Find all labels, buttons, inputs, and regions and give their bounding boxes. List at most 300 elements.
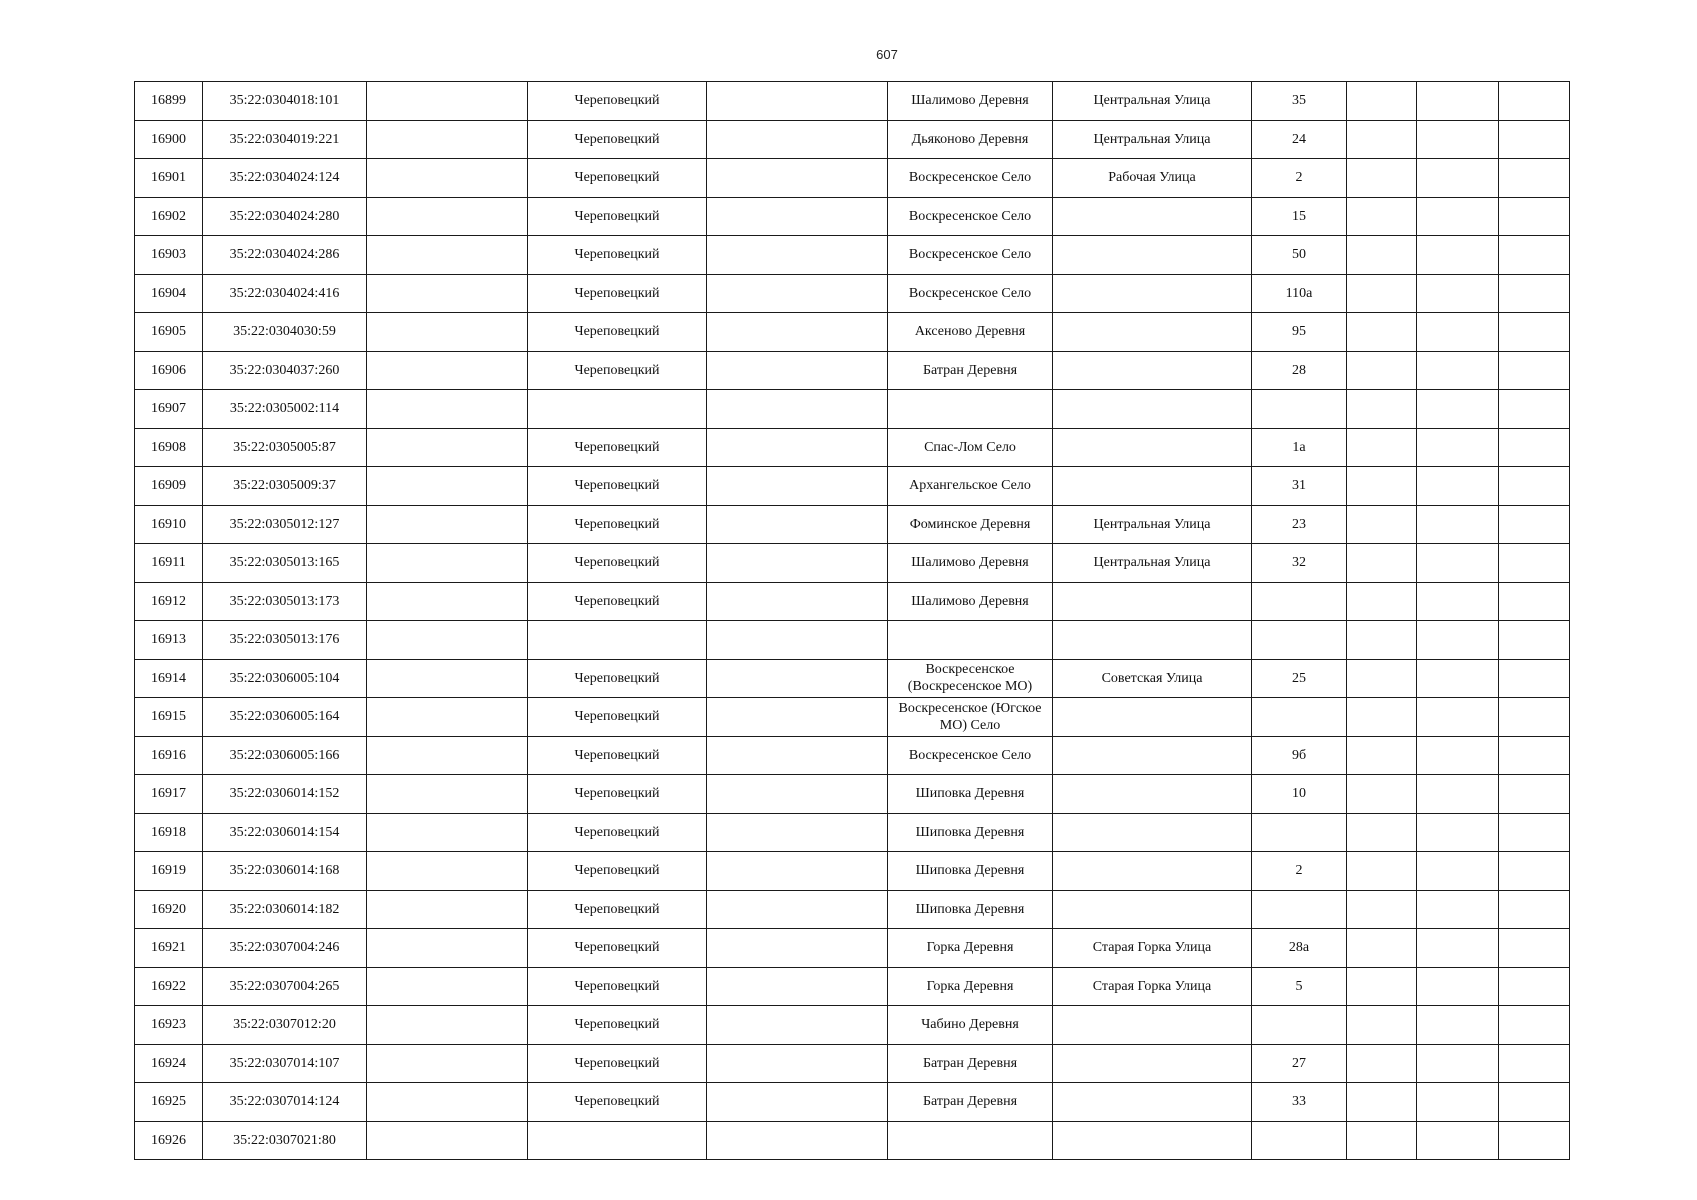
record-number-cell: 16925 bbox=[135, 1083, 203, 1122]
column-5-cell bbox=[707, 929, 888, 968]
column-3-cell bbox=[367, 467, 528, 506]
column-5-cell bbox=[707, 236, 888, 275]
record-number-cell: 16918 bbox=[135, 813, 203, 852]
column-11-cell bbox=[1499, 159, 1570, 198]
column-10-cell bbox=[1417, 929, 1499, 968]
street-cell: Центральная Улица bbox=[1053, 505, 1252, 544]
column-10-cell bbox=[1417, 621, 1499, 660]
column-10-cell bbox=[1417, 82, 1499, 121]
locality-cell: Архангельское Село bbox=[888, 467, 1053, 506]
column-3-cell bbox=[367, 852, 528, 891]
column-11-cell bbox=[1499, 120, 1570, 159]
district-cell: Череповецкий bbox=[528, 890, 707, 929]
column-3-cell bbox=[367, 929, 528, 968]
table-row bbox=[135, 1044, 1570, 1083]
column-9-cell bbox=[1347, 313, 1417, 352]
street-cell bbox=[1053, 852, 1252, 891]
street-cell bbox=[1053, 1006, 1252, 1045]
street-cell bbox=[1053, 582, 1252, 621]
locality-cell: Горка Деревня bbox=[888, 967, 1053, 1006]
locality-cell: Батран Деревня bbox=[888, 1083, 1053, 1122]
record-number-cell: 16899 bbox=[135, 82, 203, 121]
locality-cell: Шиповка Деревня bbox=[888, 852, 1053, 891]
column-11-cell bbox=[1499, 890, 1570, 929]
locality-cell: Воскресенское Село bbox=[888, 159, 1053, 198]
district-cell: Череповецкий bbox=[528, 313, 707, 352]
table-row bbox=[135, 313, 1570, 352]
street-cell bbox=[1053, 351, 1252, 390]
column-5-cell bbox=[707, 390, 888, 429]
column-10-cell bbox=[1417, 582, 1499, 621]
column-9-cell bbox=[1347, 736, 1417, 775]
street-cell bbox=[1053, 1083, 1252, 1122]
record-number-cell: 16926 bbox=[135, 1121, 203, 1160]
cadastral-number-cell: 35:22:0306005:164 bbox=[203, 698, 367, 737]
record-number-cell: 16914 bbox=[135, 659, 203, 698]
column-5-cell bbox=[707, 813, 888, 852]
column-10-cell bbox=[1417, 505, 1499, 544]
house-number-cell: 15 bbox=[1252, 197, 1347, 236]
locality-cell: Горка Деревня bbox=[888, 929, 1053, 968]
column-10-cell bbox=[1417, 428, 1499, 467]
record-number-cell: 16917 bbox=[135, 775, 203, 814]
cadastral-number-cell: 35:22:0307014:124 bbox=[203, 1083, 367, 1122]
column-3-cell bbox=[367, 1121, 528, 1160]
column-10-cell bbox=[1417, 1083, 1499, 1122]
district-cell: Череповецкий bbox=[528, 582, 707, 621]
district-cell: Череповецкий bbox=[528, 736, 707, 775]
column-3-cell bbox=[367, 736, 528, 775]
column-9-cell bbox=[1347, 82, 1417, 121]
street-cell bbox=[1053, 313, 1252, 352]
locality-cell: Шалимово Деревня bbox=[888, 582, 1053, 621]
record-number-cell: 16923 bbox=[135, 1006, 203, 1045]
house-number-cell: 2 bbox=[1252, 159, 1347, 198]
column-10-cell bbox=[1417, 120, 1499, 159]
street-cell bbox=[1053, 428, 1252, 467]
cadastral-number-cell: 35:22:0304024:280 bbox=[203, 197, 367, 236]
table-row bbox=[135, 1083, 1570, 1122]
table-row bbox=[135, 621, 1570, 660]
column-11-cell bbox=[1499, 1006, 1570, 1045]
column-9-cell bbox=[1347, 236, 1417, 275]
column-3-cell bbox=[367, 159, 528, 198]
cadastral-number-cell: 35:22:0304030:59 bbox=[203, 313, 367, 352]
column-10-cell bbox=[1417, 698, 1499, 737]
street-cell: Центральная Улица bbox=[1053, 120, 1252, 159]
house-number-cell: 31 bbox=[1252, 467, 1347, 506]
cadastral-number-cell: 35:22:0305012:127 bbox=[203, 505, 367, 544]
district-cell bbox=[528, 1121, 707, 1160]
cadastral-number-cell: 35:22:0306014:152 bbox=[203, 775, 367, 814]
district-cell: Череповецкий bbox=[528, 1044, 707, 1083]
cadastral-number-cell: 35:22:0304024:124 bbox=[203, 159, 367, 198]
cadastral-number-cell: 35:22:0307012:20 bbox=[203, 1006, 367, 1045]
street-cell bbox=[1053, 1121, 1252, 1160]
record-number-cell: 16921 bbox=[135, 929, 203, 968]
locality-cell: Батран Деревня bbox=[888, 351, 1053, 390]
column-3-cell bbox=[367, 967, 528, 1006]
district-cell bbox=[528, 621, 707, 660]
column-11-cell bbox=[1499, 505, 1570, 544]
column-11-cell bbox=[1499, 197, 1570, 236]
record-number-cell: 16922 bbox=[135, 967, 203, 1006]
column-11-cell bbox=[1499, 775, 1570, 814]
street-cell bbox=[1053, 390, 1252, 429]
column-10-cell bbox=[1417, 813, 1499, 852]
column-9-cell bbox=[1347, 197, 1417, 236]
column-5-cell bbox=[707, 967, 888, 1006]
column-11-cell bbox=[1499, 313, 1570, 352]
column-11-cell bbox=[1499, 351, 1570, 390]
column-11-cell bbox=[1499, 736, 1570, 775]
column-11-cell bbox=[1499, 659, 1570, 698]
column-11-cell bbox=[1499, 236, 1570, 275]
table-row bbox=[135, 582, 1570, 621]
column-11-cell bbox=[1499, 852, 1570, 891]
locality-cell: Воскресенское Село bbox=[888, 736, 1053, 775]
house-number-cell: 33 bbox=[1252, 1083, 1347, 1122]
street-cell bbox=[1053, 813, 1252, 852]
locality-cell: Воскресенское (Югское МО) Село bbox=[888, 698, 1053, 737]
locality-cell: Воскресенское (Воскресенское МО) bbox=[888, 659, 1053, 698]
house-number-cell: 9б bbox=[1252, 736, 1347, 775]
locality-cell: Шиповка Деревня bbox=[888, 813, 1053, 852]
cadastral-number-cell: 35:22:0307014:107 bbox=[203, 1044, 367, 1083]
record-number-cell: 16901 bbox=[135, 159, 203, 198]
column-3-cell bbox=[367, 351, 528, 390]
table-row bbox=[135, 351, 1570, 390]
column-9-cell bbox=[1347, 428, 1417, 467]
district-cell: Череповецкий bbox=[528, 852, 707, 891]
column-9-cell bbox=[1347, 659, 1417, 698]
record-number-cell: 16920 bbox=[135, 890, 203, 929]
table-row bbox=[135, 1006, 1570, 1045]
column-9-cell bbox=[1347, 274, 1417, 313]
column-9-cell bbox=[1347, 544, 1417, 583]
column-5-cell bbox=[707, 890, 888, 929]
house-number-cell: 110а bbox=[1252, 274, 1347, 313]
column-9-cell bbox=[1347, 621, 1417, 660]
district-cell: Череповецкий bbox=[528, 659, 707, 698]
table-row bbox=[135, 197, 1570, 236]
table-row bbox=[135, 544, 1570, 583]
cadastral-number-cell: 35:22:0307021:80 bbox=[203, 1121, 367, 1160]
table-row bbox=[135, 1121, 1570, 1160]
district-cell: Череповецкий bbox=[528, 351, 707, 390]
column-3-cell bbox=[367, 775, 528, 814]
column-11-cell bbox=[1499, 1044, 1570, 1083]
street-cell bbox=[1053, 621, 1252, 660]
page-number: 607 bbox=[876, 47, 898, 62]
cadastral-number-cell: 35:22:0305013:165 bbox=[203, 544, 367, 583]
column-9-cell bbox=[1347, 351, 1417, 390]
column-10-cell bbox=[1417, 274, 1499, 313]
house-number-cell: 95 bbox=[1252, 313, 1347, 352]
column-10-cell bbox=[1417, 313, 1499, 352]
column-11-cell bbox=[1499, 82, 1570, 121]
cadastral-number-cell: 35:22:0305013:173 bbox=[203, 582, 367, 621]
column-9-cell bbox=[1347, 813, 1417, 852]
column-9-cell bbox=[1347, 890, 1417, 929]
table-row bbox=[135, 967, 1570, 1006]
column-5-cell bbox=[707, 1083, 888, 1122]
locality-cell: Спас-Лом Село bbox=[888, 428, 1053, 467]
district-cell: Череповецкий bbox=[528, 159, 707, 198]
district-cell: Череповецкий bbox=[528, 197, 707, 236]
locality-cell: Дьяконово Деревня bbox=[888, 120, 1053, 159]
column-3-cell bbox=[367, 813, 528, 852]
house-number-cell bbox=[1252, 582, 1347, 621]
column-3-cell bbox=[367, 1083, 528, 1122]
house-number-cell bbox=[1252, 1121, 1347, 1160]
column-10-cell bbox=[1417, 197, 1499, 236]
street-cell bbox=[1053, 890, 1252, 929]
column-10-cell bbox=[1417, 236, 1499, 275]
street-cell bbox=[1053, 775, 1252, 814]
record-number-cell: 16909 bbox=[135, 467, 203, 506]
column-10-cell bbox=[1417, 351, 1499, 390]
record-number-cell: 16906 bbox=[135, 351, 203, 390]
table-row bbox=[135, 775, 1570, 814]
column-3-cell bbox=[367, 698, 528, 737]
column-10-cell bbox=[1417, 159, 1499, 198]
cadastral-number-cell: 35:22:0305009:37 bbox=[203, 467, 367, 506]
table-row bbox=[135, 929, 1570, 968]
column-10-cell bbox=[1417, 775, 1499, 814]
column-5-cell bbox=[707, 582, 888, 621]
street-cell bbox=[1053, 197, 1252, 236]
district-cell: Череповецкий bbox=[528, 544, 707, 583]
house-number-cell bbox=[1252, 1006, 1347, 1045]
district-cell bbox=[528, 390, 707, 429]
cadastral-number-cell: 35:22:0307004:265 bbox=[203, 967, 367, 1006]
column-5-cell bbox=[707, 505, 888, 544]
cadastral-number-cell: 35:22:0304019:221 bbox=[203, 120, 367, 159]
column-11-cell bbox=[1499, 274, 1570, 313]
table-row bbox=[135, 698, 1570, 737]
locality-cell: Шалимово Деревня bbox=[888, 82, 1053, 121]
record-number-cell: 16913 bbox=[135, 621, 203, 660]
table-row bbox=[135, 890, 1570, 929]
house-number-cell: 2 bbox=[1252, 852, 1347, 891]
table-row bbox=[135, 813, 1570, 852]
column-11-cell bbox=[1499, 544, 1570, 583]
street-cell bbox=[1053, 236, 1252, 275]
locality-cell: Шалимово Деревня bbox=[888, 544, 1053, 583]
cadastral-number-cell: 35:22:0304024:286 bbox=[203, 236, 367, 275]
table-row bbox=[135, 390, 1570, 429]
column-3-cell bbox=[367, 313, 528, 352]
column-10-cell bbox=[1417, 659, 1499, 698]
house-number-cell: 10 bbox=[1252, 775, 1347, 814]
record-number-cell: 16911 bbox=[135, 544, 203, 583]
house-number-cell: 1а bbox=[1252, 428, 1347, 467]
street-cell: Рабочая Улица bbox=[1053, 159, 1252, 198]
record-number-cell: 16924 bbox=[135, 1044, 203, 1083]
street-cell: Центральная Улица bbox=[1053, 82, 1252, 121]
district-cell: Череповецкий bbox=[528, 467, 707, 506]
column-5-cell bbox=[707, 120, 888, 159]
house-number-cell: 32 bbox=[1252, 544, 1347, 583]
district-cell: Череповецкий bbox=[528, 236, 707, 275]
house-number-cell bbox=[1252, 890, 1347, 929]
house-number-cell: 50 bbox=[1252, 236, 1347, 275]
district-cell: Череповецкий bbox=[528, 967, 707, 1006]
locality-cell: Воскресенское Село bbox=[888, 197, 1053, 236]
table-row bbox=[135, 659, 1570, 698]
street-cell: Старая Горка Улица bbox=[1053, 967, 1252, 1006]
table-row bbox=[135, 467, 1570, 506]
district-cell: Череповецкий bbox=[528, 428, 707, 467]
house-number-cell bbox=[1252, 813, 1347, 852]
column-9-cell bbox=[1347, 698, 1417, 737]
locality-cell bbox=[888, 621, 1053, 660]
column-3-cell bbox=[367, 274, 528, 313]
column-5-cell bbox=[707, 852, 888, 891]
district-cell: Череповецкий bbox=[528, 929, 707, 968]
column-11-cell bbox=[1499, 698, 1570, 737]
locality-cell bbox=[888, 390, 1053, 429]
record-number-cell: 16907 bbox=[135, 390, 203, 429]
locality-cell: Фоминское Деревня bbox=[888, 505, 1053, 544]
column-9-cell bbox=[1347, 852, 1417, 891]
table-body bbox=[135, 82, 1570, 1160]
record-number-cell: 16919 bbox=[135, 852, 203, 891]
column-11-cell bbox=[1499, 621, 1570, 660]
column-5-cell bbox=[707, 1121, 888, 1160]
column-11-cell bbox=[1499, 1121, 1570, 1160]
column-3-cell bbox=[367, 390, 528, 429]
cadastral-number-cell: 35:22:0306005:166 bbox=[203, 736, 367, 775]
column-5-cell bbox=[707, 1044, 888, 1083]
column-10-cell bbox=[1417, 967, 1499, 1006]
column-3-cell bbox=[367, 582, 528, 621]
column-9-cell bbox=[1347, 967, 1417, 1006]
column-3-cell bbox=[367, 621, 528, 660]
column-5-cell bbox=[707, 313, 888, 352]
column-9-cell bbox=[1347, 1083, 1417, 1122]
cadastral-number-cell: 35:22:0306014:154 bbox=[203, 813, 367, 852]
table-row bbox=[135, 120, 1570, 159]
column-10-cell bbox=[1417, 1121, 1499, 1160]
table-row bbox=[135, 852, 1570, 891]
column-5-cell bbox=[707, 351, 888, 390]
column-10-cell bbox=[1417, 890, 1499, 929]
column-9-cell bbox=[1347, 159, 1417, 198]
column-11-cell bbox=[1499, 813, 1570, 852]
house-number-cell bbox=[1252, 621, 1347, 660]
table-row bbox=[135, 428, 1570, 467]
column-10-cell bbox=[1417, 544, 1499, 583]
column-11-cell bbox=[1499, 929, 1570, 968]
district-cell: Череповецкий bbox=[528, 120, 707, 159]
record-number-cell: 16900 bbox=[135, 120, 203, 159]
column-5-cell bbox=[707, 698, 888, 737]
street-cell: Центральная Улица bbox=[1053, 544, 1252, 583]
locality-cell: Чабино Деревня bbox=[888, 1006, 1053, 1045]
locality-cell: Шиповка Деревня bbox=[888, 775, 1053, 814]
column-5-cell bbox=[707, 82, 888, 121]
column-11-cell bbox=[1499, 582, 1570, 621]
column-11-cell bbox=[1499, 967, 1570, 1006]
column-9-cell bbox=[1347, 120, 1417, 159]
table-row bbox=[135, 736, 1570, 775]
locality-cell: Шиповка Деревня bbox=[888, 890, 1053, 929]
house-number-cell: 5 bbox=[1252, 967, 1347, 1006]
column-3-cell bbox=[367, 505, 528, 544]
house-number-cell: 25 bbox=[1252, 659, 1347, 698]
house-number-cell: 23 bbox=[1252, 505, 1347, 544]
column-11-cell bbox=[1499, 428, 1570, 467]
locality-cell: Воскресенское Село bbox=[888, 236, 1053, 275]
record-number-cell: 16915 bbox=[135, 698, 203, 737]
record-number-cell: 16916 bbox=[135, 736, 203, 775]
column-5-cell bbox=[707, 159, 888, 198]
district-cell: Череповецкий bbox=[528, 505, 707, 544]
house-number-cell: 24 bbox=[1252, 120, 1347, 159]
house-number-cell: 35 bbox=[1252, 82, 1347, 121]
street-cell bbox=[1053, 274, 1252, 313]
district-cell: Череповецкий bbox=[528, 775, 707, 814]
column-9-cell bbox=[1347, 1006, 1417, 1045]
street-cell bbox=[1053, 467, 1252, 506]
column-3-cell bbox=[367, 890, 528, 929]
column-5-cell bbox=[707, 775, 888, 814]
house-number-cell: 27 bbox=[1252, 1044, 1347, 1083]
district-cell: Череповецкий bbox=[528, 82, 707, 121]
table-row bbox=[135, 505, 1570, 544]
column-10-cell bbox=[1417, 852, 1499, 891]
column-5-cell bbox=[707, 621, 888, 660]
column-3-cell bbox=[367, 428, 528, 467]
column-3-cell bbox=[367, 544, 528, 583]
record-number-cell: 16905 bbox=[135, 313, 203, 352]
table-row bbox=[135, 236, 1570, 275]
district-cell: Череповецкий bbox=[528, 1006, 707, 1045]
column-5-cell bbox=[707, 544, 888, 583]
cadastral-number-cell: 35:22:0307004:246 bbox=[203, 929, 367, 968]
column-9-cell bbox=[1347, 505, 1417, 544]
column-5-cell bbox=[707, 428, 888, 467]
record-number-cell: 16902 bbox=[135, 197, 203, 236]
column-11-cell bbox=[1499, 1083, 1570, 1122]
table-row bbox=[135, 159, 1570, 198]
locality-cell bbox=[888, 1121, 1053, 1160]
locality-cell: Батран Деревня bbox=[888, 1044, 1053, 1083]
column-9-cell bbox=[1347, 1044, 1417, 1083]
house-number-cell bbox=[1252, 390, 1347, 429]
street-cell bbox=[1053, 698, 1252, 737]
column-10-cell bbox=[1417, 467, 1499, 506]
cadastral-number-cell: 35:22:0305013:176 bbox=[203, 621, 367, 660]
column-11-cell bbox=[1499, 390, 1570, 429]
house-number-cell bbox=[1252, 698, 1347, 737]
cadastral-number-cell: 35:22:0305002:114 bbox=[203, 390, 367, 429]
column-9-cell bbox=[1347, 929, 1417, 968]
cadastral-number-cell: 35:22:0305005:87 bbox=[203, 428, 367, 467]
column-9-cell bbox=[1347, 582, 1417, 621]
column-9-cell bbox=[1347, 775, 1417, 814]
column-9-cell bbox=[1347, 467, 1417, 506]
column-9-cell bbox=[1347, 1121, 1417, 1160]
cadastral-number-cell: 35:22:0306014:168 bbox=[203, 852, 367, 891]
table-row bbox=[135, 274, 1570, 313]
record-number-cell: 16903 bbox=[135, 236, 203, 275]
district-cell: Череповецкий bbox=[528, 813, 707, 852]
district-cell: Череповецкий bbox=[528, 1083, 707, 1122]
column-5-cell bbox=[707, 274, 888, 313]
